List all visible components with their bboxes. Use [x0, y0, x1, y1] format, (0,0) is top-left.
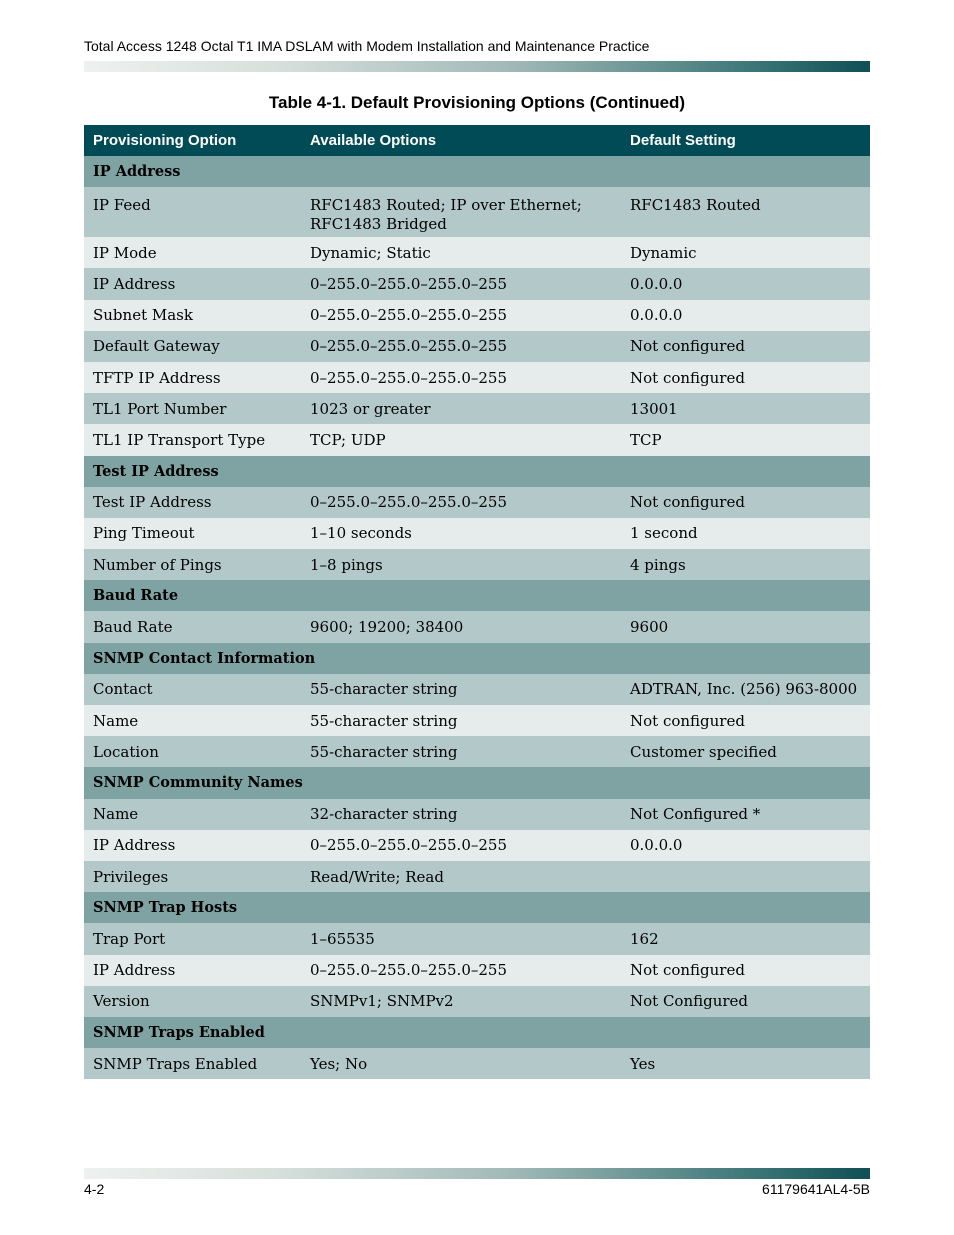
- section-title: SNMP Contact Information: [93, 649, 316, 667]
- cell-option: Baud Rate: [93, 618, 173, 637]
- section-header-row: [84, 1017, 870, 1048]
- table-row: [84, 300, 870, 331]
- cell-option: TL1 Port Number: [93, 399, 227, 418]
- table-row: [84, 923, 870, 954]
- table-row: [84, 393, 870, 424]
- cell-option: Default Gateway: [93, 337, 220, 356]
- section-header-row: [84, 456, 870, 487]
- cell-option: Number of Pings: [93, 555, 222, 574]
- cell-default: RFC1483 Routed: [630, 196, 761, 215]
- cell-default: 0.0.0.0: [630, 836, 683, 855]
- cell-option: IP Feed: [93, 196, 151, 215]
- cell-available: 55-character string: [310, 742, 458, 761]
- cell-available: 1–10 seconds: [310, 524, 412, 543]
- cell-default: 4 pings: [630, 555, 686, 574]
- cell-option: Subnet Mask: [93, 306, 193, 325]
- column-header-provisioning-option: Provisioning Option: [93, 132, 237, 149]
- section-title: SNMP Traps Enabled: [93, 1023, 265, 1041]
- cell-default: Not configured: [630, 493, 745, 512]
- cell-available: 0–255.0–255.0–255.0–255: [310, 493, 507, 512]
- table-row: [84, 362, 870, 393]
- table-row: [84, 268, 870, 299]
- section-title: Baud Rate: [93, 587, 179, 605]
- cell-available: 1023 or greater: [310, 399, 431, 418]
- table-row: [84, 955, 870, 986]
- section-header-row: [84, 767, 870, 798]
- cell-option: TFTP IP Address: [93, 368, 221, 387]
- header-rule: [84, 61, 870, 72]
- document-header: Total Access 1248 Octal T1 IMA DSLAM with Modem Installation and Maintenance Practice: [84, 38, 650, 54]
- cell-option: Name: [93, 711, 139, 730]
- cell-option: Contact: [93, 680, 153, 699]
- table-row: [84, 736, 870, 767]
- table-row: [84, 549, 870, 580]
- cell-available: 1–8 pings: [310, 555, 383, 574]
- table-row: [84, 830, 870, 861]
- cell-default: 13001: [630, 399, 678, 418]
- cell-default: Not Configured *: [630, 805, 761, 824]
- cell-default: 0.0.0.0: [630, 274, 683, 293]
- cell-default: Not configured: [630, 961, 745, 980]
- table-row: [84, 518, 870, 549]
- section-title: IP Address: [93, 163, 181, 181]
- cell-option: Version: [93, 992, 150, 1011]
- section-header-row: [84, 892, 870, 923]
- cell-available: Read/Write; Read: [310, 867, 444, 886]
- cell-default: Not configured: [630, 368, 745, 387]
- table-row: [84, 424, 870, 455]
- cell-available: 32-character string: [310, 805, 458, 824]
- cell-default: 162: [630, 929, 659, 948]
- cell-default: TCP: [630, 430, 662, 449]
- table-row: [84, 611, 870, 642]
- table-row: [84, 986, 870, 1017]
- table-row: [84, 705, 870, 736]
- column-header-default-setting: Default Setting: [630, 132, 736, 149]
- cell-default: Customer specified: [630, 742, 777, 761]
- table-row: [84, 861, 870, 892]
- cell-default: Yes: [630, 1054, 656, 1073]
- cell-available: 0–255.0–255.0–255.0–255: [310, 337, 507, 356]
- cell-available: Yes; No: [310, 1054, 368, 1073]
- cell-default: Not configured: [630, 711, 745, 730]
- cell-available: 0–255.0–255.0–255.0–255: [310, 961, 507, 980]
- cell-option: IP Address: [93, 274, 176, 293]
- cell-default: 9600: [630, 618, 669, 637]
- cell-option: IP Mode: [93, 243, 157, 262]
- column-header-available-options: Available Options: [310, 132, 437, 149]
- section-title: SNMP Trap Hosts: [93, 899, 238, 917]
- section-title: Test IP Address: [93, 462, 219, 480]
- cell-available: 9600; 19200; 38400: [310, 618, 464, 637]
- cell-option: TL1 IP Transport Type: [93, 430, 266, 449]
- table-row: [84, 331, 870, 362]
- section-header-row: [84, 156, 870, 187]
- cell-option: Privileges: [93, 867, 169, 886]
- cell-available: RFC1483 Routed; IP over Ethernet; RFC1483 Bridged: [310, 196, 582, 234]
- cell-option: IP Address: [93, 961, 176, 980]
- table-row: [84, 799, 870, 830]
- cell-option: Name: [93, 805, 139, 824]
- page-number: 4-2: [84, 1181, 105, 1197]
- cell-available: TCP; UDP: [310, 430, 386, 449]
- cell-available: 0–255.0–255.0–255.0–255: [310, 274, 507, 293]
- cell-available: 1–65535: [310, 929, 375, 948]
- cell-available: SNMPv1; SNMPv2: [310, 992, 454, 1011]
- table-row: [84, 187, 870, 237]
- table-row: [84, 237, 870, 268]
- section-title: SNMP Community Names: [93, 774, 303, 792]
- table-title: Table 4-1. Default Provisioning Options (Continued): [268, 93, 686, 112]
- section-header-row: [84, 643, 870, 674]
- cell-available: 0–255.0–255.0–255.0–255: [310, 306, 507, 325]
- cell-available: Dynamic; Static: [310, 243, 431, 262]
- table-row: [84, 1048, 870, 1079]
- document-number: 61179641AL4-5B: [762, 1181, 870, 1197]
- provisioning-table: [84, 125, 870, 1079]
- cell-available: 0–255.0–255.0–255.0–255: [310, 368, 507, 387]
- cell-available: 55-character string: [310, 711, 458, 730]
- table-row: [84, 487, 870, 518]
- cell-option: Location: [93, 742, 159, 761]
- footer-rule: [84, 1168, 870, 1179]
- cell-option: IP Address: [93, 836, 176, 855]
- cell-default: Not configured: [630, 337, 745, 356]
- cell-option: Test IP Address: [93, 493, 212, 512]
- cell-available: 55-character string: [310, 680, 458, 699]
- cell-default: Dynamic: [630, 243, 697, 262]
- section-header-row: [84, 580, 870, 611]
- table-header-row: [84, 125, 870, 156]
- table-row: [84, 674, 870, 705]
- cell-default: Not Configured: [630, 992, 749, 1011]
- cell-option: Ping Timeout: [93, 524, 195, 543]
- cell-default: 1 second: [630, 524, 698, 543]
- cell-default: ADTRAN, Inc. (256) 963-8000: [630, 680, 858, 699]
- cell-option: SNMP Traps Enabled: [93, 1054, 258, 1073]
- cell-available: 0–255.0–255.0–255.0–255: [310, 836, 507, 855]
- cell-option: Trap Port: [93, 929, 166, 948]
- cell-default: 0.0.0.0: [630, 306, 683, 325]
